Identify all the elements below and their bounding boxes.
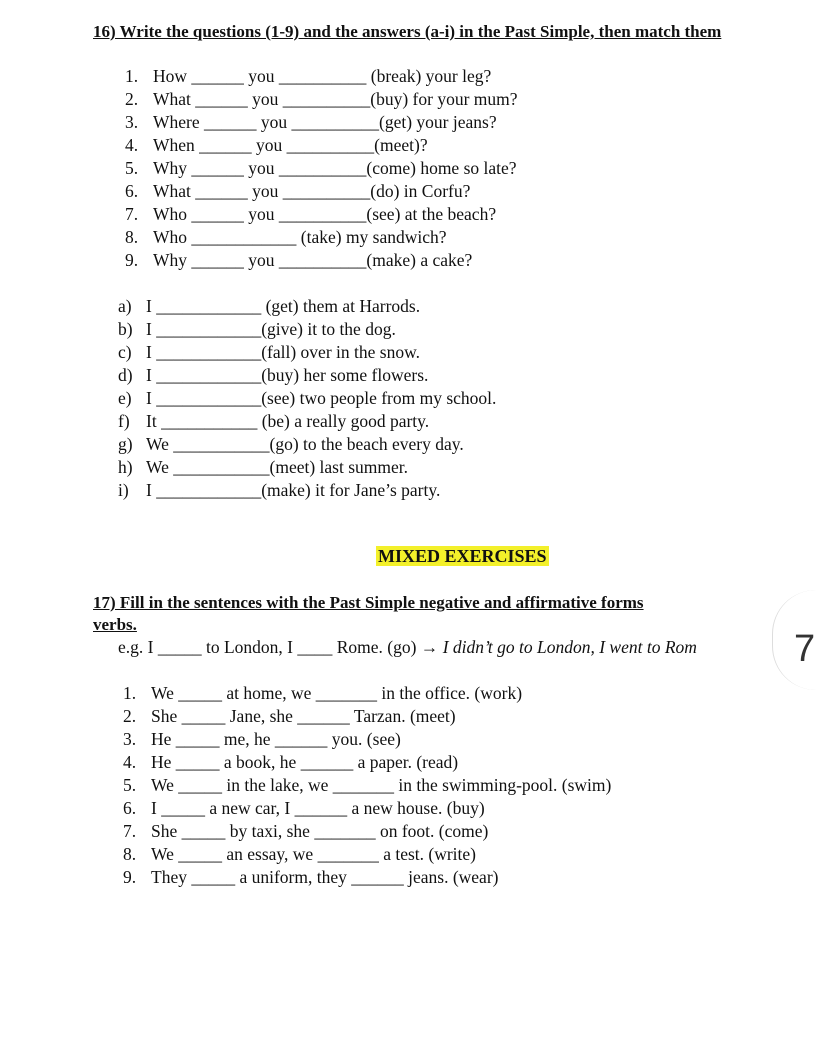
item-number: 1. [123,683,137,703]
mixed-exercises-heading [376,546,549,567]
item-number: 3. [125,112,139,132]
item-text: We _____ an essay, we _______ a test. (write) [151,844,477,864]
item-text: I ____________(see) two people from my school. [146,388,497,408]
item-number: 4. [125,135,139,155]
item-text: I ____________ (get) them at Harrods. [146,296,421,316]
question-item [125,65,491,88]
item-text: He _____ me, he ______ you. (see) [151,729,401,749]
exercise-17-item [123,728,401,751]
item-number: 2. [123,706,137,726]
item-text: Why ______ you __________(come) home so late? [153,158,517,178]
item-number: c) [118,342,132,362]
exercise-17-item [123,820,488,843]
item-number: i) [118,480,129,500]
item-text: Who ______ you __________(see) at the beach? [153,204,497,224]
exercise-17-title-cont: verbs. [93,615,137,634]
question-item [125,157,517,180]
item-text: She _____ Jane, she ______ Tarzan. (meet) [151,706,456,726]
question-item [125,180,470,203]
question-item [125,226,447,249]
item-number: g) [118,434,133,454]
answer-item [118,433,464,456]
item-text: We _____ in the lake, we _______ in the swimming-pool. (swim) [151,775,612,795]
item-text: We ___________(meet) last summer. [146,457,409,477]
item-text: What ______ you __________(buy) for your mum? [153,89,518,109]
exercise-16-title: 16) Write the questions (1-9) and the answers (a-i) in the Past Simple, then match them [93,22,722,41]
item-number: 7. [123,821,137,841]
mixed-exercises-label: MIXED EXERCISES [378,546,547,566]
exercise-17-item [123,866,498,889]
answer-item [118,456,408,479]
item-number: b) [118,319,133,339]
answer-item [118,364,428,387]
item-number: 3. [123,729,137,749]
item-number: 1. [125,66,139,86]
item-number: 5. [125,158,139,178]
item-number: a) [118,296,132,316]
item-text: Where ______ you __________(get) your jeans? [153,112,497,132]
item-number: 8. [123,844,137,864]
exercise-17-title: 17) Fill in the sentences with the Past Simple negative and affirmative forms [93,593,644,612]
item-number: h) [118,457,133,477]
item-text: We _____ at home, we _______ in the office. (work) [151,683,523,703]
item-text: When ______ you __________(meet)? [153,135,428,155]
exercise-17-item [123,682,522,705]
item-number: 9. [123,867,137,887]
question-item [125,203,496,226]
item-text: What ______ you __________(do) in Corfu? [153,181,471,201]
exercise-17-item [123,705,456,728]
item-number: 8. [125,227,139,247]
item-number: 7. [125,204,139,224]
item-number: e) [118,388,132,408]
exercise-17-item [123,751,458,774]
answer-item [118,387,496,410]
question-item [125,134,428,157]
item-number: 2. [125,89,139,109]
item-text: It ___________ (be) a really good party. [146,411,430,431]
item-number: f) [118,411,130,431]
item-text: I ____________(give) it to the dog. [146,319,396,339]
item-text: Why ______ you __________(make) a cake? [153,250,473,270]
item-number: 6. [125,181,139,201]
example-line [118,637,697,658]
example-prompt: e.g. I _____ to London, I ____ Rome. (go) → [118,637,439,657]
item-number: d) [118,365,133,385]
answer-item [118,479,440,502]
question-item [125,111,497,134]
item-text: I ____________(fall) over in the snow. [146,342,420,362]
item-text: He _____ a book, he ______ a paper. (read) [151,752,459,772]
question-item [125,249,472,272]
item-number: 9. [125,250,139,270]
item-number: 6. [123,798,137,818]
item-text: We ___________(go) to the beach every day. [146,434,464,454]
item-number: 5. [123,775,137,795]
answer-item [118,410,429,433]
answer-item [118,295,420,318]
question-item [125,88,518,111]
item-text: Who ____________ (take) my sandwich? [153,227,447,247]
answer-item [118,341,420,364]
item-text: I _____ a new car, I ______ a new house. (buy) [151,798,485,818]
exercise-17-item [123,774,611,797]
item-text: She _____ by taxi, she _______ on foot. (come) [151,821,489,841]
item-text: They _____ a uniform, they ______ jeans. (wear) [151,867,499,887]
exercise-17-item [123,797,485,820]
item-text: I ____________(buy) her some flowers. [146,365,429,385]
item-text: I ____________(make) it for Jane’s party. [146,480,441,500]
page-number-fragment: 7 [794,628,816,670]
exercise-17-item [123,843,476,866]
item-number: 4. [123,752,137,772]
answer-item [118,318,396,341]
item-text: How ______ you __________ (break) your leg? [153,66,492,86]
example-answer: I didn’t go to London, I went to Rom [442,637,697,657]
